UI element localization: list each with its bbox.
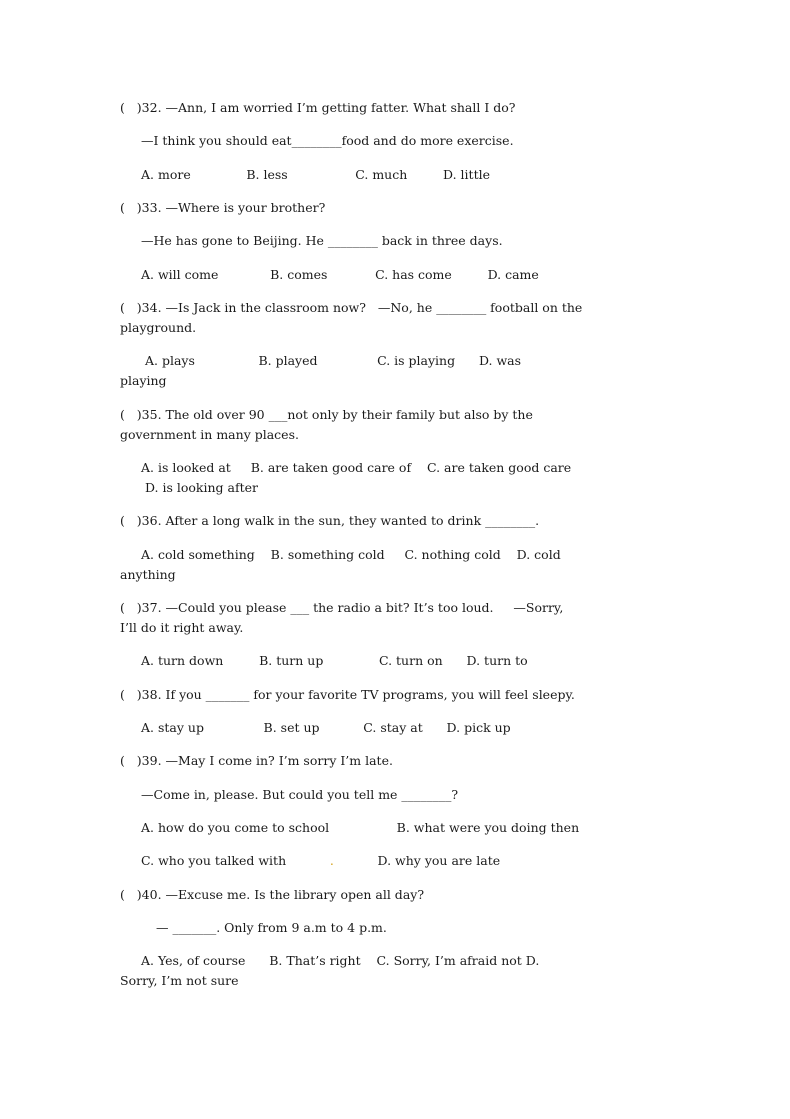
q37-stem-line1: ( )37. —Could you please ___ the radio a bit? It’s too loud. —Sorry,	[120, 600, 564, 615]
q38-stem: ( )38. If you _______ for your favorite TV programs, you will feel sleepy.	[120, 687, 575, 702]
q37-options: A. turn down B. turn up C. turn on D. turn to	[141, 653, 528, 668]
q32-stem: ( )32. —Ann, I am worried I’m getting fatter. What shall I do?	[120, 100, 516, 115]
q40-options-line1: A. Yes, of course B. That’s right C. Sorry, I’m afraid not D.	[141, 953, 540, 968]
q35-options-line2: D. is looking after	[141, 480, 259, 495]
q34-stem-line2: playground.	[120, 320, 197, 335]
q32-options: A. more B. less C. much D. little	[141, 167, 490, 182]
q34-options-line1: A. plays B. played C. is playing D. was	[141, 353, 522, 368]
q38-options: A. stay up B. set up C. stay at D. pick up	[141, 720, 511, 735]
q39-option-c: C. who you talked with	[141, 853, 330, 868]
stray-dot-mark: .	[329, 853, 334, 868]
q36-stem: ( )36. After a long walk in the sun, they wanted to drink ________.	[120, 513, 540, 528]
q34-options-line2: playing	[120, 373, 167, 388]
q35-stem-line1: ( )35. The old over 90 ___not only by their family but also by the	[120, 407, 533, 422]
q40-stem: ( )40. —Excuse me. Is the library open all day?	[120, 887, 425, 902]
q33-stem: ( )33. —Where is your brother?	[120, 200, 326, 215]
q36-options-line1: A. cold something B. something cold C. nothing cold D. cold	[141, 547, 561, 562]
q33-reply: —He has gone to Beijing. He ________ back in three days.	[141, 233, 503, 248]
q36-options-line2: anything	[120, 567, 176, 582]
q39-options-line2	[141, 852, 500, 870]
q35-options-line1: A. is looked at B. are taken good care of C. are taken good care	[141, 460, 572, 475]
q39-option-d: D. why you are late	[333, 853, 501, 868]
q33-options: A. will come B. comes C. has come D. came	[141, 267, 539, 282]
q39-options-line1: A. how do you come to school B. what were you doing then	[141, 820, 580, 835]
q37-stem-line2: I’ll do it right away.	[120, 620, 244, 635]
q39-stem: ( )39. —May I come in? I’m sorry I’m late.	[120, 753, 393, 768]
q40-options-line2: Sorry, I’m not sure	[120, 973, 239, 988]
q32-reply: —I think you should eat________food and do more exercise.	[141, 133, 514, 148]
q40-reply: — _______. Only from 9 a.m to 4 p.m.	[156, 920, 387, 935]
q35-stem-line2: government in many places.	[120, 427, 299, 442]
q34-stem-line1: ( )34. —Is Jack in the classroom now? —No, he ________ football on the	[120, 300, 583, 315]
q39-reply: —Come in, please. But could you tell me ________?	[141, 787, 459, 802]
